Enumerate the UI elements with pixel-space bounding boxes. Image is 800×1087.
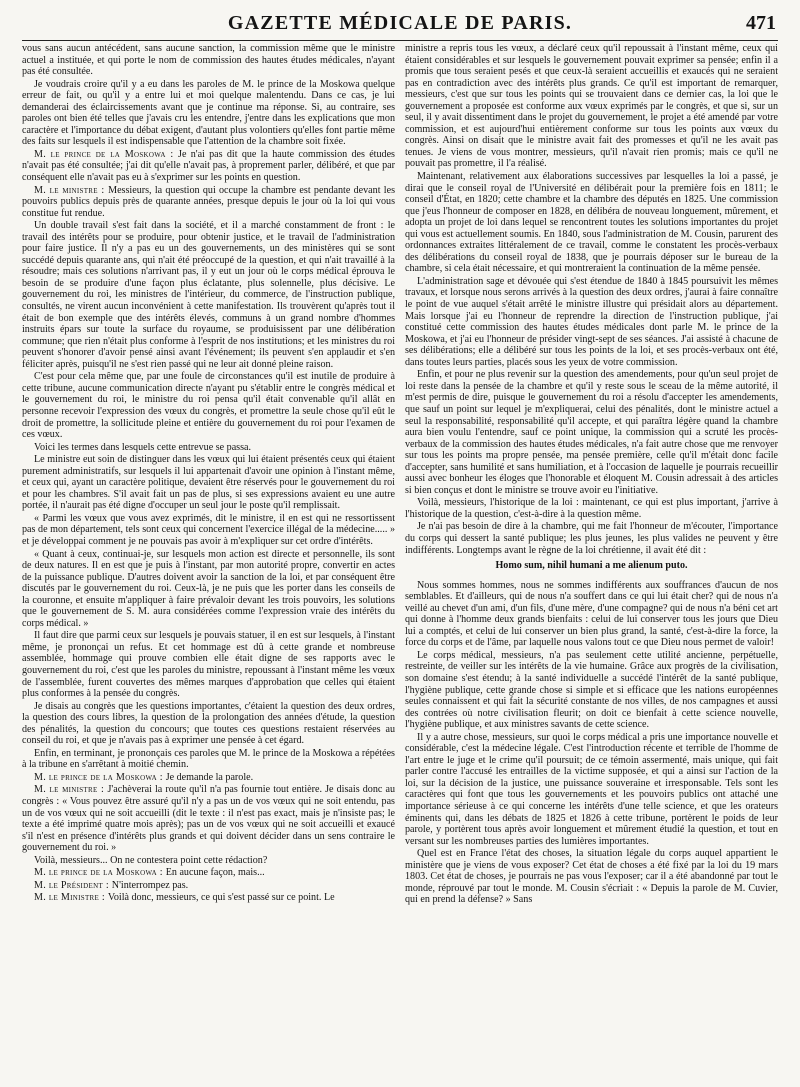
header-rule [22, 40, 778, 41]
paragraph-text: Voilà, messieurs... On ne contestera point cette rédaction? [34, 854, 268, 866]
speaker-name: M. le ministre : [34, 184, 109, 196]
paragraph-text: C'est pour cela même que, par une foule de circonstances qu'il est inutile de produire à cette tribune, aucune communication directe n'ayant pu s'établir entre le congrès médical et le gouvernement du roi, le ministre du roi pensa qu'il était convenable qu'il allât en personne recevoir l'expression des vœux du congrès, et promettre la seule chose qu'il eût le droit de promettre, la sollicitude pleine et entière du gouvernement du roi pour l'examen de ces vœux. [22, 371, 395, 441]
paragraph [22, 513, 395, 548]
paragraph-text: Nous sommes hommes, nous ne sommes indifférents aux souffrances d'aucun de nos semblables. Et d'ailleurs, qui de nous n'a souffert dans ce qui lui était cher? qui de nous n'a veillé au chevet d'un ami, d'un fils, d'une mère, d'une compagne? qui de nous n'a béni cet art qui donne à l'homme deux grands bienfaits : celui de lui conserver tous les jours que Dieu lui a comptés, et celui de lui conserver un bien plus grand, la santé, c'est-à-dire la force, la force du corps et de l'âme, par laquelle nous valons tout ce que Dieu nous permet de valoir! [405, 579, 778, 649]
paragraph [405, 560, 778, 572]
paragraph [22, 371, 395, 440]
paragraph [22, 772, 395, 784]
paragraph [22, 549, 395, 630]
paragraph [405, 650, 778, 731]
left-column [22, 43, 395, 1083]
speaker-name: M. le prince de la Moskowa : [34, 148, 179, 160]
paragraph [405, 369, 778, 496]
paragraph-text: « Parmi les vœux que vous avez exprimés, dit le ministre, il en est qui ne ressortissent pas de mon département, tels sont ceux qui concernent l'exercice illégal de la médecine..... » et je développai comment je ne pouvais pas avoir à m'expliquer sur cet ordre d'intérêts. [22, 512, 395, 547]
paragraph [405, 848, 778, 906]
paragraph-text: Je disais au congrès que les questions importantes, c'étaient la question des deux ordres, la question des cours libres, la question de la prolongation des années d'étude, la question des pénalités, la question du concours; que toutes ces questions restaient réservées au conseil du roi, et que je n'avais pas à exprimer une pensée à cet égard. [22, 700, 395, 747]
paragraph-text: Il faut dire que parmi ceux sur lesquels je pouvais statuer, il en est sur lesquels, à l'instant même, je prononçai un refus. Et cet hommage est dû à cette grande et nombreuse assemblée, hommage qui prouve combien elle était digne de ses rapports avec le gouvernement du roi, c'est que les paroles du ministre, repoussant à l'instant même les vœux de l'assemblée, furent couvertes des mêmes marques d'approbation que celles qui étaient plus conformes à la pensée du congrès. [22, 630, 395, 700]
paragraph [405, 580, 778, 649]
paragraph [22, 880, 395, 892]
paragraph [405, 276, 778, 368]
paragraph-text: Messieurs, la question qui occupe la chambre est pendante devant les pouvoirs publics depuis près de quarante années, presque depuis le jour où la loi qui vous constitue fut rendue. [22, 184, 395, 219]
paragraph-text: Il y a autre chose, messieurs, sur quoi le corps médical a pris une importance nouvelle et considérable, c'est la médecine légale. C'est l'introduction récente et terrible de l'homme de l'art entre le juge et le crime qu'il poursuit; de ce témoin assermenté, mais unique, qui fait parler contre l'accusé les entrailles de la victime supposée, et qui a ainsi sur l'action de la loi, sur la décision de la justice, une puissance souveraine et irresponsable. Tels sont les caractères qui font que tous les gouvernements et les pouvoirs publics ont attaché une importance sérieuse à ce qui concerne les intérêts d'une telle science, et que les orateurs éminents qui, dans les débats de 1825 et 1826 à cette tribune, portèrent le poids de leur parole, y portèrent tous après avoir longuement et mûrement étudié la question, et tout en versant sur les nombreuses parties des lumières importantes. [405, 731, 778, 847]
paragraph-text: Enfin, et pour ne plus revenir sur la question des amendements, pour qu'un seul projet de loi reste dans la pensée de la chambre et qu'il y reste sous le sceau de la même autorité, il m'est permis de dire, puisque le gouvernement du roi a résolu d'accepter les amendements, que sauf un point sur lequel je m'expliquerai, celui des pénalités, dont le ministre actuel a seul la responsabilité, responsabilité qu'il accepte, et qui paraîtra légère quand la chambre aura bien voulu l'entendre, sauf ce point unique, la commission qui a scruté les procès-verbaux de la commission des hautes études médicales, n'a fait autre chose que me renvoyer sur tous les points ma propre pensée, ma pensée première, celle qu'il m'était donc facile d'accepter, sans humilité et sans humiliation, et à l'occasion de laquelle je pourrais recueillir aussi avec bonheur les éloges que l'honorable et éloquent M. Cousin adressait à des articles si bien conçus et dont le ministre se trouve avoir eu l'initiative. [405, 369, 778, 496]
paragraph-text: Je n'ai pas besoin de dire à la chambre, qui me fait l'honneur de m'écouter, l'importance du corps qui dessert la santé publique; les plus jeunes, les plus valides ne peuvent y être indifférents. Longtemps avant le règne de la loi chrétienne, il avait été dit : [405, 521, 778, 556]
speaker-name: M. le Ministre : [34, 892, 108, 904]
speaker-name: M. le prince de la Moskowa : [34, 771, 166, 783]
paragraph [22, 892, 395, 904]
paragraph-text: Je voudrais croire qu'il y a eu dans les paroles de M. le prince de la Moskowa quelque erreur de fait, ou qu'il y a entre lui et moi quelque malentendu. Dans ce cas, je lui demanderai des éclaircissements avant que je continue ma réponse. Si, au contraire, ses paroles ont bien été telles que j'avais cru les entendre, j'entre dans les explications que mon caractère et l'importance du débat exigent, d'autant plus volontiers qu'elles font partie même des faits sur lesquels il est indispensable que l'attention de la chambre soit fixée. [22, 78, 395, 148]
paragraph-text: Enfin, en terminant, je prononçais ces paroles que M. le prince de la Moskowa a répétées à la tribune en s'arrêtant à moitié chemin. [22, 747, 395, 771]
page-header [22, 6, 778, 40]
paragraph [22, 149, 395, 184]
paragraph-text: Voici les termes dans lesquels cette entrevue se passa. [34, 441, 252, 453]
paragraph [22, 220, 395, 370]
paragraph [405, 732, 778, 847]
paragraph [22, 784, 395, 853]
page-number: 471 [746, 12, 776, 34]
paragraph-text: Le corps médical, messieurs, n'a pas seulement cette utilité ancienne, perpétuelle, restreinte, de veiller sur les intérêts de la vie humaine. Grâce aux progrès de la civilisation, son domaine s'est étendu; à la santé individuelle a succédé l'intérêt de la santé publique, l'hygiène publique, cette grande chose si simple et si efficace que les nations européennes seules connaissent et qui fait la sécurité constante de nos villes, de nos campagnes et aussi des contrées où notre civilisation fleurit; on doit ce bienfait à cette science nouvelle, l'hygiène publique, et aux ministres savants de cette science. [405, 649, 778, 731]
paragraph [22, 855, 395, 867]
paragraph-text: Maintenant, relativement aux élaborations successives par lesquelles la loi a passé, je dirai que le conseil royal de l'Université en délibérait pour la première fois en 1811; le conseil d'État, en 1820; cette chambre et la chambre des députés en 1825. Une commission que j'eus l'honneur de composer en 1828, en délibéra de nouveau longuement, mûrement, et adopta un projet de loi dans lequel se rencontrent toutes les solutions importantes du projet qui vous est actuellement soumis. En 1840, sous l'administration de M. Cousin, parurent des ordonnances extraites littéralement de ce travail, comme le constatent les procès-verbaux des délibérations du conseil royal de 1838, que je pourrais déposer sur le bureau de la chambre, si cela était nécessaire, et qui montreraient la continuation de la même pensée. [405, 171, 778, 275]
paragraph [22, 454, 395, 512]
paragraph [405, 43, 778, 170]
paragraph-text: J'achèverai la route qu'il n'a pas fournie tout entière. Je disais donc au congrès : « Vous pouvez être assuré qu'il n'y a pas un de vos vœux qui ne soit entendu, pas un de vos vœux qui ne soit accueilli (dit le texte : il n'est pas exact, mais je n'insiste pas; le texte a été imprimé quatre mois après); pas un de vos vœux qui ne soit accueilli et exaucé s'il n'est en présence d'intérêts plus grands et qui doivent décider dans un sens contraire le gouvernement du roi. » [22, 784, 395, 854]
speaker-name: M. le Président : [34, 879, 112, 891]
paragraph-text: Le ministre eut soin de distinguer dans les vœux qui lui étaient présentés ceux qui étaient purement administratifs, sur lesquels il lui appartenait d'avoir une opinion à l'instant même, et ceux qui, ayant un caractère politique, devaient être réservés pour le gouvernement du roi et pour les chambres. S'il avait fait un pas de plus, si ses expressions avaient eu une autre portée, il n'aurait pas été digne d'occuper un seul jour le poste qu'il remplissait. [22, 454, 395, 512]
right-column [405, 43, 778, 1083]
paragraph [22, 748, 395, 771]
paragraph [22, 79, 395, 148]
speaker-name: M. le ministre : [34, 784, 108, 796]
paragraph-text: Quel est en France l'état des choses, la situation légale du corps auquel appartient le ministère que je viens de vous exposer? Cet état de choses a été fixé par la loi du 19 mars 1803. Cet état de choses, je pourrais ne pas vous l'exposer; car il a été abandonné par tout le monde, réprouvé par tout le monde. M. Cousin s'écriait : « Depuis la parole de M. Cuvier, qui en prend la défense? » Sans [405, 848, 778, 906]
paragraph-text: Voilà, messieurs, l'historique de la loi : maintenant, ce qui est plus important, j'arrive à l'historique de la question, c'est-à-dire à la question même. [405, 497, 778, 520]
paragraph-text: Je n'ai pas dit que la haute commission des études n'avait pas été consultée; j'ai dit qu'elle n'avait pas, à proprement parler, délibéré, et que par conséquent elle n'avait pas eu à s'exprimer sur les points en question. [22, 148, 395, 184]
paragraph [22, 43, 395, 78]
paragraph [22, 701, 395, 747]
text-columns [22, 43, 778, 1083]
paragraph [22, 630, 395, 699]
paragraph [22, 185, 395, 220]
paragraph-text: N'interrompez pas. [111, 879, 189, 891]
paragraph-text: Un double travail s'est fait dans la société, et il a marché constamment de front : le travail des intérêts pour se produire, pour obtenir justice, et le travail de l'administration pour faire justice. Il n'y a pas eu un des gouvernements, un des ministères qui se sont succédé depuis quarante ans, qui n'ait été préoccupé de la question, et qui n'ait travaillé à la résoudre; mais ces solutions n'arrivant pas, il y eut un jour où le corps médical éprouva le besoin de se produire d'une façon plus éclatante, plus solennelle, plus décisive. Le gouvernement du roi, les ministres de l'intérieur, du commerce, de l'instruction publique, consultés, ne virent aucun inconvénient à cette manifestation. Ils trouvèrent qu'après tout il était de bon exemple que des intérêts élevés, communs à un grand nombre d'hommes instruits épars sur toute la surface du royaume, se produisissent par une délibération commune; que rien n'était plus conforme à l'esprit de nos institutions; et les ministres du roi peuvent s'honorer d'avoir pensé ainsi avant l'événement; ils peuvent s'en applaudir et s'en féliciter après, puisqu'il ne s'est rien passé qui ne leur ait donné pleine raison. [22, 220, 395, 370]
paragraph [22, 442, 395, 454]
paragraph [405, 171, 778, 275]
paragraph-text: En aucune façon, mais... [165, 867, 265, 879]
paragraph-text: ministre a repris tous les vœux, a déclaré ceux qu'il repoussait à l'instant même, ceux qui étaient considérables et sur lesquels le gouvernement pouvait exprimer sa pensée; enfin il a promis que tous seraient pesés et que ceux-là seraient accueillis et exaucés qui ne seraient pas en contradiction avec des intérêts plus grands. Ce qu'il est important de remarquer, messieurs, c'est que sur tous les points qui se trouvaient dans ce dernier cas, la loi que le gouvernement a proposée est conforme aux vœux exprimés par le congrès, et que si, sur un seul, il y avait dissentiment dans le projet du gouvernement, le projet a été amendé par votre commission, et est aujourd'hui entièrement conforme sur tous les points aux vœux du congrès. Ainsi on disait que le ministre avait fait des promesses et qu'il ne les avait pas tenues. Je viens de vous montrer, messieurs, qu'il n'avait rien promis; mais ce qu'il ne pouvait pas promettre, il l'a réalisé. [405, 43, 778, 170]
paragraph-text: « Quant à ceux, continuai-je, sur lesquels mon action est directe et personnelle, ils sont de deux natures. Il en est que je puis à l'instant, par mon autorité propre, convertir en actes de la puissance publique. D'autres doivent avoir la sanction de la loi, et par conséquent être discutés par le gouvernement du roi. Ceux-là, je ne puis que les porter dans les conseils de la couronne, et ensuite m'appliquer à faire prévaloir devant les trois pouvoirs, les solutions que le gouvernement de S. M. aura considérées comme l'expression vraie des intérêts du corps médical. » [22, 548, 395, 629]
journal-title: GAZETTE MÉDICALE DE PARIS. [227, 12, 573, 34]
paragraph [22, 867, 395, 879]
paragraph-text: Je demande la parole. [165, 771, 254, 783]
speaker-name: M. le prince de la Moskowa : [34, 867, 166, 879]
paragraph [405, 497, 778, 520]
paragraph [405, 521, 778, 556]
paragraph-text: Voilà donc, messieurs, ce qui s'est passé sur ce point. Le [107, 892, 335, 904]
paragraph-text: Homo sum, nihil humani a me alienum puto. [495, 560, 688, 572]
paragraph-text: vous sans aucun antécédent, sans aucune sanction, la commission même que le ministre actuel a instituée, et qui porte le nom de commission des hautes études médicales, n'ayant pas été consultée. [22, 43, 395, 78]
paragraph-text: L'administration sage et dévouée qui s'est étendue de 1840 à 1845 poursuivit les mêmes travaux, et lorsque nous serons arrivés à la question des deux ordres, j'aurai à faire connaître le point de vue auquel s'était arrêté le ministre illustre qui présidait alors au département. Mais lorsque j'ai eu l'honneur de reprendre la direction de l'instruction publique, j'ai constitué cette commission des hautes études médicales dont parle M. le prince de la Moskowa, et j'ai eu l'honneur de présider vingt-sept de ses séances. J'ai assisté à chacune de ses délibérations; elle a délibéré sur tous les points de la loi, et ses procès-verbaux ont été, dans toutes leurs parties, placés sous les yeux de votre commission. [405, 275, 778, 368]
